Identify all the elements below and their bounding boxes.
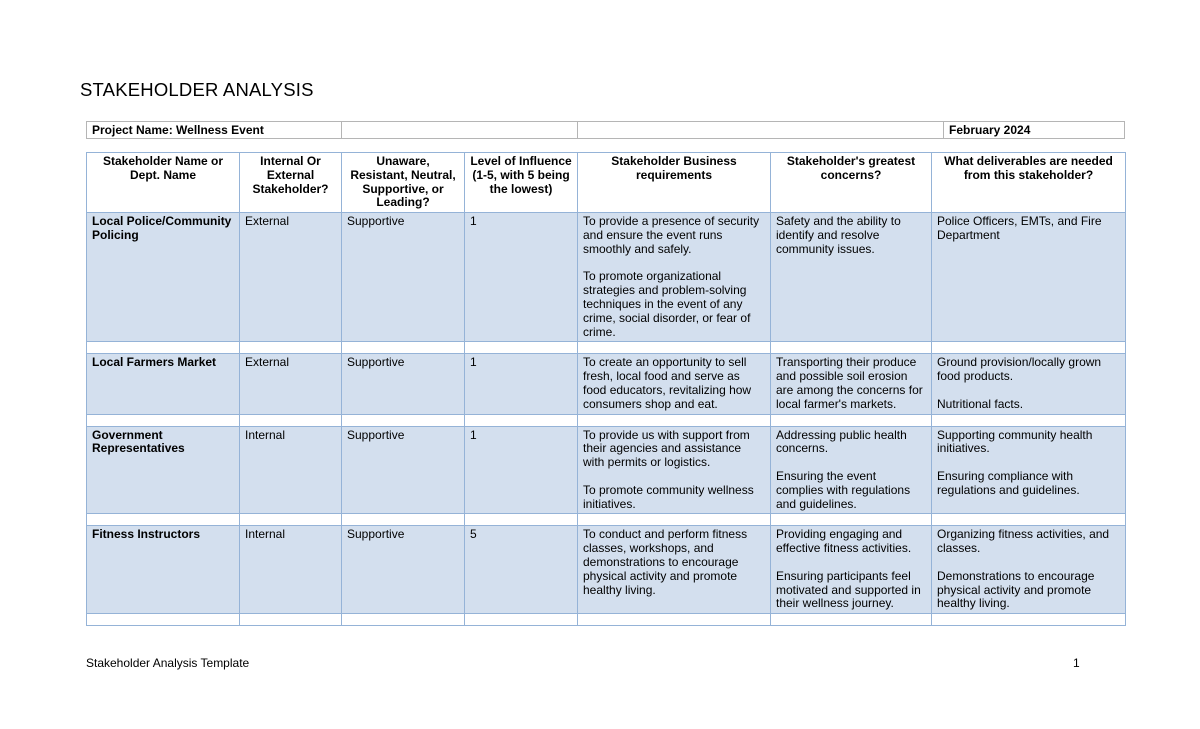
table-row xyxy=(87,526,1126,614)
deliverable-text: Demonstrations to encourage physical activity and promote healthy living. xyxy=(937,568,1095,611)
table-row xyxy=(87,213,1126,342)
project-info-table xyxy=(86,121,1125,139)
project-info-row xyxy=(87,122,1125,139)
stakeholder-deliverables xyxy=(932,354,1126,414)
concern-text: Ensuring the event complies with regulations and guidelines. xyxy=(776,468,911,511)
stakeholder-concerns xyxy=(771,426,932,514)
stakeholder-type: External xyxy=(240,213,342,342)
stakeholder-deliverables xyxy=(932,526,1126,614)
stakeholder-stance: Supportive xyxy=(342,213,465,342)
stakeholder-table xyxy=(86,152,1126,626)
table-header-row xyxy=(87,153,1126,213)
project-info-empty-cell xyxy=(342,122,578,139)
stakeholder-type: External xyxy=(240,354,342,414)
stakeholder-stance: Supportive xyxy=(342,526,465,614)
header-business-requirements: Stakeholder Business requirements xyxy=(578,153,771,213)
stakeholder-name: Fitness Instructors xyxy=(87,526,240,614)
concern-text: Ensuring participants feel motivated and supported in their wellness journey. xyxy=(776,568,921,611)
stakeholder-type: Internal xyxy=(240,526,342,614)
document-title: STAKEHOLDER ANALYSIS xyxy=(80,79,314,100)
concern-text: Providing engaging and effective fitness activities. xyxy=(776,527,912,556)
spacer-row xyxy=(87,342,1126,354)
header-influence: Level of Influence (1-5, with 5 being the lowest) xyxy=(465,153,578,213)
stakeholder-influence: 1 xyxy=(465,426,578,514)
header-stance: Unaware, Resistant, Neutral, Supportive, or Leading? xyxy=(342,153,465,213)
stakeholder-requirements xyxy=(578,426,771,514)
stakeholder-influence: 1 xyxy=(465,354,578,414)
spacer-row xyxy=(87,414,1126,426)
stakeholder-concerns xyxy=(771,213,932,342)
stakeholder-requirements xyxy=(578,213,771,342)
header-deliverables: What deliverables are needed from this stakeholder? xyxy=(932,153,1126,213)
deliverable-text: Organizing fitness activities, and classes. xyxy=(937,527,1110,556)
deliverable-text: Ground provision/locally grown food products. xyxy=(937,355,1102,384)
project-info-empty-cell xyxy=(578,122,944,139)
deliverable-text: Police Officers, EMTs, and Fire Department xyxy=(937,214,1102,242)
requirement-text: To promote community wellness initiatives. xyxy=(583,482,754,511)
deliverable-text: Ensuring compliance with regulations and guidelines. xyxy=(937,468,1080,497)
stakeholder-type: Internal xyxy=(240,426,342,514)
stakeholder-requirements xyxy=(578,526,771,614)
stakeholder-name: Local Police/Community Policing xyxy=(87,213,240,342)
requirement-text: To conduct and perform fitness classes, workshops, and demonstrations to encourage physical activity and promote healthy living. xyxy=(583,527,748,597)
page-number: 1 xyxy=(1073,656,1080,670)
stakeholder-name: Local Farmers Market xyxy=(87,354,240,414)
project-date: February 2024 xyxy=(944,122,1125,139)
header-stakeholder-name: Stakeholder Name or Dept. Name xyxy=(87,153,240,213)
spacer-row xyxy=(87,614,1126,626)
requirement-text: To promote organizational strategies and problem-solving techniques in the event of any crime, social disorder, or fear of crime. xyxy=(583,269,751,339)
stakeholder-deliverables xyxy=(932,213,1126,342)
requirement-text: To provide us with support from their agencies and assistance with permits or logistics. xyxy=(583,427,750,470)
deliverable-text: Nutritional facts. xyxy=(937,396,1024,411)
deliverable-text: Supporting community health initiatives. xyxy=(937,427,1093,456)
header-internal-external: Internal Or External Stakeholder? xyxy=(240,153,342,213)
table-row xyxy=(87,426,1126,514)
concern-text: Safety and the ability to identify and resolve community issues. xyxy=(776,214,901,256)
table-row xyxy=(87,354,1126,414)
concern-text: Addressing public health concerns. xyxy=(776,427,907,456)
requirement-text: To create an opportunity to sell fresh, local food and serve as food educators, revitalizing how consumers shop and eat. xyxy=(583,355,752,411)
spacer-row xyxy=(87,514,1126,526)
stakeholder-concerns xyxy=(771,354,932,414)
requirement-text: To provide a presence of security and ensure the event runs smoothly and safely. xyxy=(583,214,760,256)
footer-label: Stakeholder Analysis Template xyxy=(86,656,250,670)
stakeholder-influence: 5 xyxy=(465,526,578,614)
stakeholder-requirements xyxy=(578,354,771,414)
stakeholder-stance: Supportive xyxy=(342,426,465,514)
project-name: Project Name: Wellness Event xyxy=(87,122,342,139)
concern-text: Transporting their produce and possible soil erosion are among the concerns for local farmer's markets. xyxy=(776,355,923,411)
header-concerns: Stakeholder's greatest concerns? xyxy=(771,153,932,213)
stakeholder-stance: Supportive xyxy=(342,354,465,414)
stakeholder-name: Government Representatives xyxy=(87,426,240,514)
stakeholder-concerns xyxy=(771,526,932,614)
stakeholder-deliverables xyxy=(932,426,1126,514)
stakeholder-influence: 1 xyxy=(465,213,578,342)
